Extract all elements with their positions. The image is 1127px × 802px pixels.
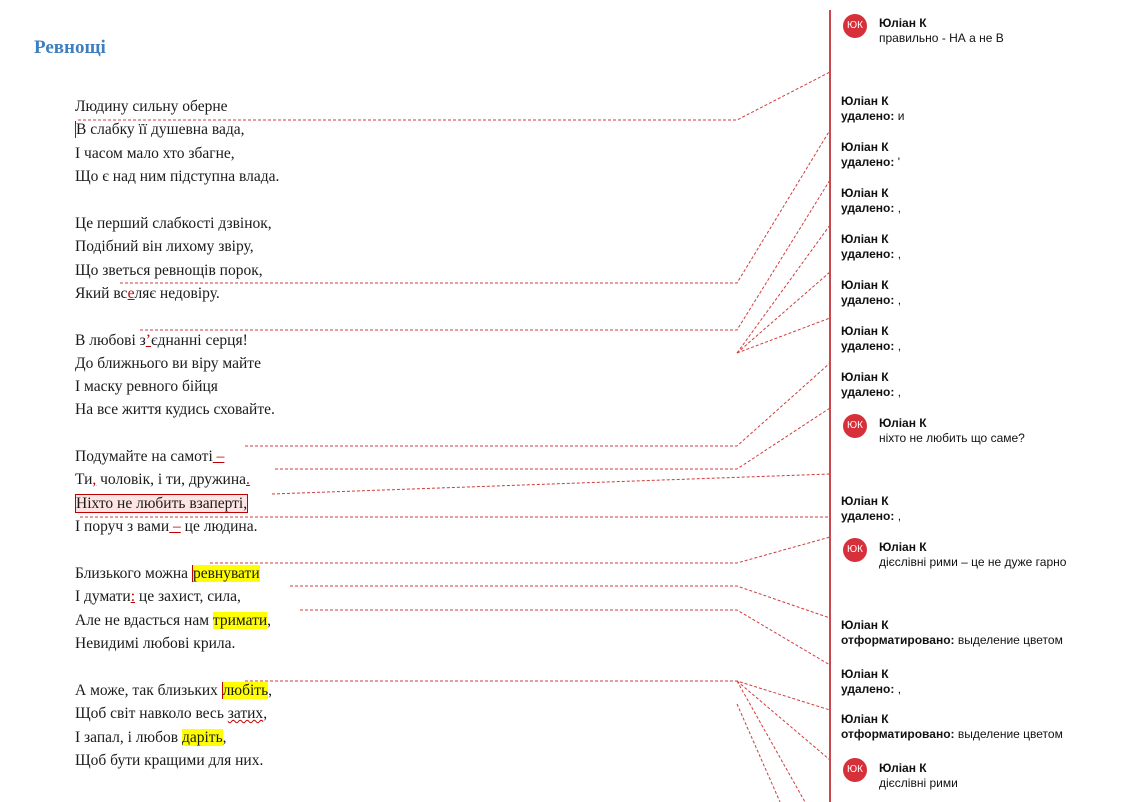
revision-text: , <box>894 293 902 307</box>
highlighted-text: ревнувати <box>192 565 260 582</box>
comment-text: дієслівні рими – це не дуже гарно <box>879 555 1067 569</box>
comment-author: Юліан К <box>841 186 889 200</box>
revision-text: , <box>894 247 902 261</box>
revision-balloon[interactable] <box>841 140 900 170</box>
revision-text: и <box>894 109 905 123</box>
poem-line[interactable]: Щоб світ навколо весь затих, <box>75 705 268 722</box>
poem-line[interactable]: Людину сильну оберне <box>75 98 228 115</box>
revision-text: , <box>894 201 902 215</box>
comment-author: Юліан К <box>879 16 927 30</box>
revision-balloon[interactable] <box>841 278 901 308</box>
inserted-text: – <box>212 448 225 465</box>
comment-author: Юліан К <box>879 761 927 775</box>
revision-balloon[interactable] <box>841 232 901 262</box>
revision-type: удалено: <box>841 293 895 307</box>
comment-author: Юліан К <box>879 540 927 554</box>
comments-pane[interactable] <box>832 0 1127 802</box>
commented-text: Ніхто не любить взаперті, <box>76 495 248 512</box>
comment-balloon[interactable] <box>879 16 1004 46</box>
comment-margin-bar <box>829 10 831 802</box>
comment-author: Юліан К <box>841 324 889 338</box>
comment-text: ніхто не любить що саме? <box>879 431 1025 445</box>
revision-balloon[interactable] <box>841 494 901 524</box>
poem-line[interactable]: На все життя кудись сховайте. <box>75 401 275 418</box>
comment-author: Юліан К <box>841 667 889 681</box>
poem-line[interactable]: В любові з’єднанні серця! <box>75 332 248 349</box>
comment-author: Юліан К <box>841 232 889 246</box>
comment-text: дієслівні рими <box>879 776 958 790</box>
revision-text: выделение цветом <box>954 727 1063 741</box>
highlighted-text: любіть <box>222 682 269 699</box>
comment-author: Юліан К <box>841 370 889 384</box>
poem-line[interactable]: Але не вдасться нам тримати, <box>75 612 272 629</box>
revision-text: , <box>894 509 902 523</box>
poem-line[interactable] <box>75 494 248 514</box>
poem-line[interactable]: До ближнього ви віру майте <box>75 355 261 372</box>
poem-line[interactable]: І часом мало хто збагне, <box>75 145 235 162</box>
revision-balloon[interactable] <box>841 618 1063 648</box>
poem-line[interactable]: А може, так близьких любіть, <box>75 682 273 699</box>
comment-balloon[interactable] <box>879 416 1025 446</box>
document-title: Ревнощі <box>34 37 106 58</box>
highlighted-text: тримати <box>212 612 268 629</box>
comment-author: Юліан К <box>841 712 889 726</box>
avatar: ЮК <box>843 538 867 562</box>
revision-type: удалено: <box>841 247 895 261</box>
poem-line[interactable]: Щоб бути кращими для них. <box>75 752 264 769</box>
revision-balloon[interactable] <box>841 712 1063 742</box>
revision-text: ' <box>894 155 901 169</box>
revision-balloon[interactable] <box>841 94 904 124</box>
revision-type: удалено: <box>841 682 895 696</box>
poem-line[interactable]: І думати: це захист, сила, <box>75 588 241 605</box>
revision-text: , <box>894 339 902 353</box>
poem-line[interactable]: І поруч з вами – це людина. <box>75 518 258 535</box>
spellcheck-text: затих <box>227 705 264 722</box>
inserted-text: – <box>169 518 181 535</box>
inserted-text: ’ <box>145 332 151 349</box>
revision-type: удалено: <box>841 155 895 169</box>
poem-line[interactable]: Подібний він лихому звіру, <box>75 238 254 255</box>
revision-type: отформатировано: <box>841 633 955 647</box>
comment-author: Юліан К <box>841 140 889 154</box>
revision-type: удалено: <box>841 509 895 523</box>
comment-balloon[interactable] <box>879 761 958 791</box>
inserted-text: . <box>246 471 250 488</box>
revision-text: выделение цветом <box>954 633 1063 647</box>
revision-text: , <box>894 682 902 696</box>
revision-balloon[interactable] <box>841 324 901 354</box>
comment-author: Юліан К <box>841 618 889 632</box>
poem-line[interactable]: Подумайте на самоті – <box>75 448 225 465</box>
revision-text: , <box>894 385 902 399</box>
poem-line[interactable]: І запал, і любов даріть, <box>75 729 227 746</box>
revision-balloon[interactable] <box>841 186 901 216</box>
poem-line[interactable]: Невидимі любові крила. <box>75 635 236 652</box>
inserted-text: , <box>92 471 97 488</box>
comment-text: правильно - НА а не В <box>879 31 1004 45</box>
revision-type: удалено: <box>841 109 895 123</box>
avatar: ЮК <box>843 414 867 438</box>
revision-type: удалено: <box>841 385 895 399</box>
poem-line[interactable]: Що є над ним підступна влада. <box>75 168 280 185</box>
revision-type: отформатировано: <box>841 727 955 741</box>
comment-author: Юліан К <box>841 94 889 108</box>
poem-line[interactable]: Це перший слабкості дзвінок, <box>75 215 272 232</box>
poem-line[interactable]: Близького можна ревнувати <box>75 565 260 582</box>
comment-author: Юліан К <box>841 494 889 508</box>
comment-author: Юліан К <box>841 278 889 292</box>
revision-balloon[interactable] <box>841 370 901 400</box>
revision-balloon[interactable] <box>841 667 901 697</box>
highlighted-text: даріть <box>181 729 223 746</box>
inserted-text: е <box>127 285 135 302</box>
poem-line[interactable]: В слабку її душевна вада, <box>76 121 245 138</box>
avatar: ЮК <box>843 14 867 38</box>
poem-line[interactable]: Який вселяє недовіру. <box>75 285 220 302</box>
revision-type: удалено: <box>841 201 895 215</box>
avatar: ЮК <box>843 758 867 782</box>
poem-line[interactable]: Що зветься ревнощів порок, <box>75 262 263 279</box>
poem-line[interactable]: Ти, чоловік, і ти, дружина. <box>75 471 250 488</box>
revision-type: удалено: <box>841 339 895 353</box>
comment-balloon[interactable] <box>879 540 1066 570</box>
comment-author: Юліан К <box>879 416 927 430</box>
poem-line[interactable]: І маску ревного бійця <box>75 378 218 395</box>
inserted-text: : <box>130 588 136 605</box>
